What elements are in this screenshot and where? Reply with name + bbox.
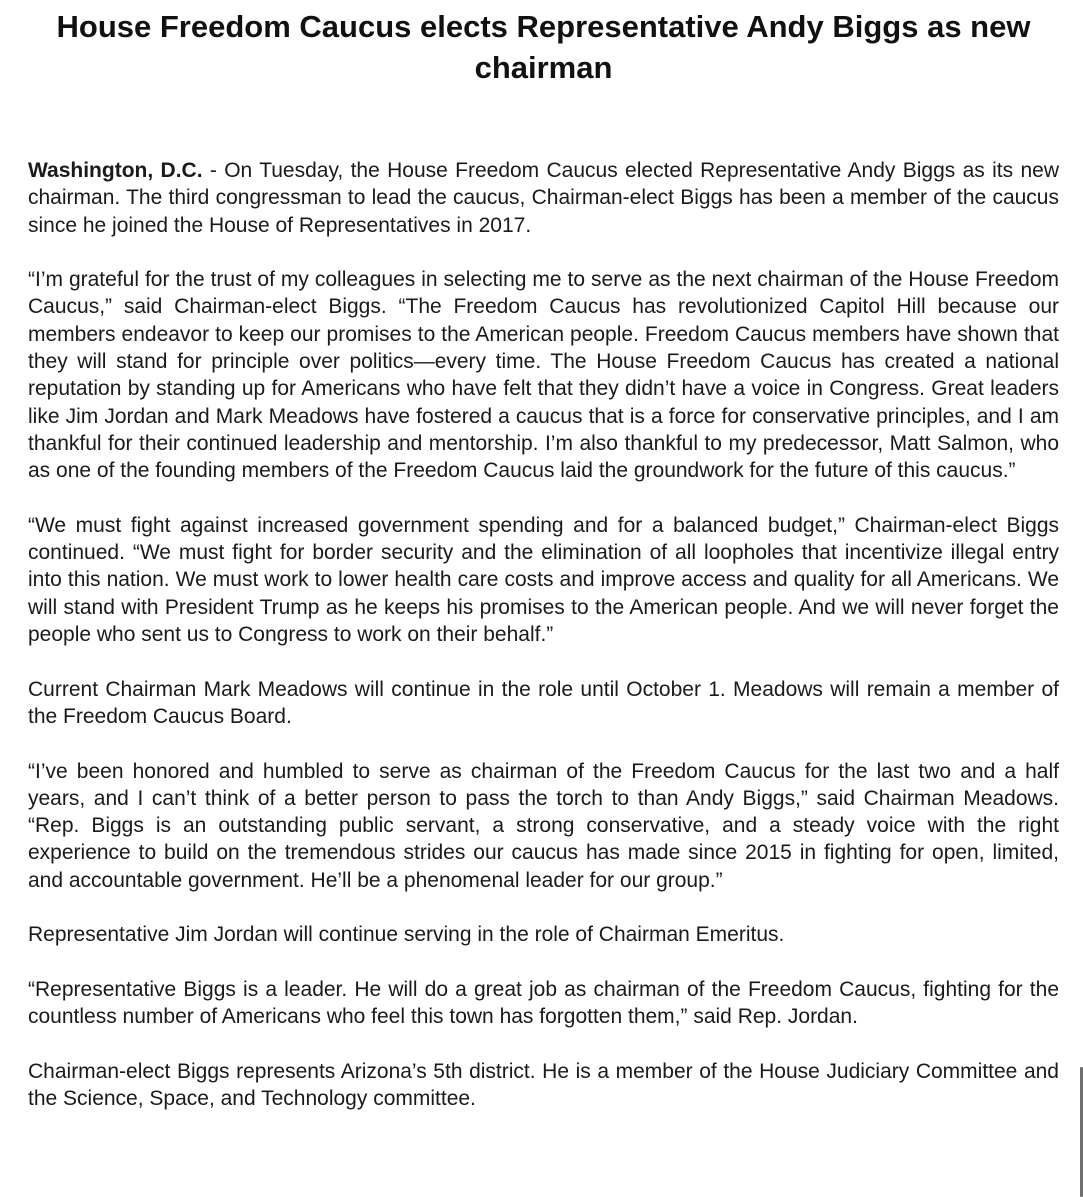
paragraph-meadows-role: Current Chairman Mark Meadows will continue in the role until October 1. Meadows will remain a member of the Freedom Caucus Board. bbox=[28, 677, 1059, 728]
page-title: House Freedom Caucus elects Representative Andy Biggs as new chairman bbox=[56, 9, 1031, 85]
paragraph-district: Chairman-elect Biggs represents Arizona’s 5th district. He is a member of the House Judiciary Committee and the Science, Space, and Technology committee. bbox=[28, 1059, 1059, 1111]
dateline: Washington, D.C. bbox=[28, 159, 203, 182]
paragraph-biggs-quote: “I’m grateful for the trust of my colleagues in selecting me to serve as the next chairman of the House Freedom Caucus,” said Chairman-elect Biggs. “The Freedom Caucus has revolutionized Capitol Hill because our members endeavor to keep our promises to the American people. Freedom Caucus members have shown that they will stand for principle over politics—every time. The House Freedom Caucus has created a national reputation by standing up for Americans who have felt that they didn’t have a voice in Congress. Great leaders like Jim Jordan and Mark Meadows have fostered a caucus that is a force for conservative principles, and I am thankful for their continued leadership and mentorship. I’m also thankful to my predecessor, Matt Salmon, who as one of the founding members of the Freedom Caucus laid the groundwork for the future of this caucus.” bbox=[28, 268, 1059, 483]
paragraph-meadows-quote: “I’ve been honored and humbled to serve as chairman of the Freedom Caucus for the last two and a half years, and I can’t think of a better person to pass the torch to than Andy Biggs,” said Chairman Meadows. “Rep. Biggs is an outstanding public servant, a strong conservative, and a steady voice with the right experience to build on the tremendous strides our caucus has made since 2015 in fighting for open, limited, and accountable government. He’ll be a phenomenal leader for our group.” bbox=[28, 759, 1059, 892]
paragraph-jordan-quote: “Representative Biggs is a leader. He will do a great job as chairman of the Freedom Caucus, fighting for the countless number of Americans who feel this town has forgotten them,” said Rep. Jordan. bbox=[28, 977, 1059, 1029]
article-body bbox=[28, 157, 1059, 1112]
paragraph-biggs-continued: “We must fight against increased government spending and for a balanced budget,” Chairman-elect Biggs continued. “We must fight for border security and the elimination of all loopholes that incentivize illegal entry into this nation. We must work to lower health care costs and improve access and quality for all Americans. We will stand with President Trump as he keeps his promises to the American people. And we will never forget the people who sent us to Congress to work on their behalf.” bbox=[28, 513, 1059, 647]
lead-text: - On Tuesday, the House Freedom Caucus elected Representative Andy Biggs as its new chairman. The third congressman to lead the caucus, Chairman-elect Biggs has been a member of the caucus since he joined the House of Representatives in 2017. bbox=[28, 159, 1059, 237]
lead-paragraph bbox=[28, 157, 1059, 239]
paragraph-jordan-role: Representative Jim Jordan will continue serving in the role of Chairman Emeritus. bbox=[28, 923, 785, 947]
